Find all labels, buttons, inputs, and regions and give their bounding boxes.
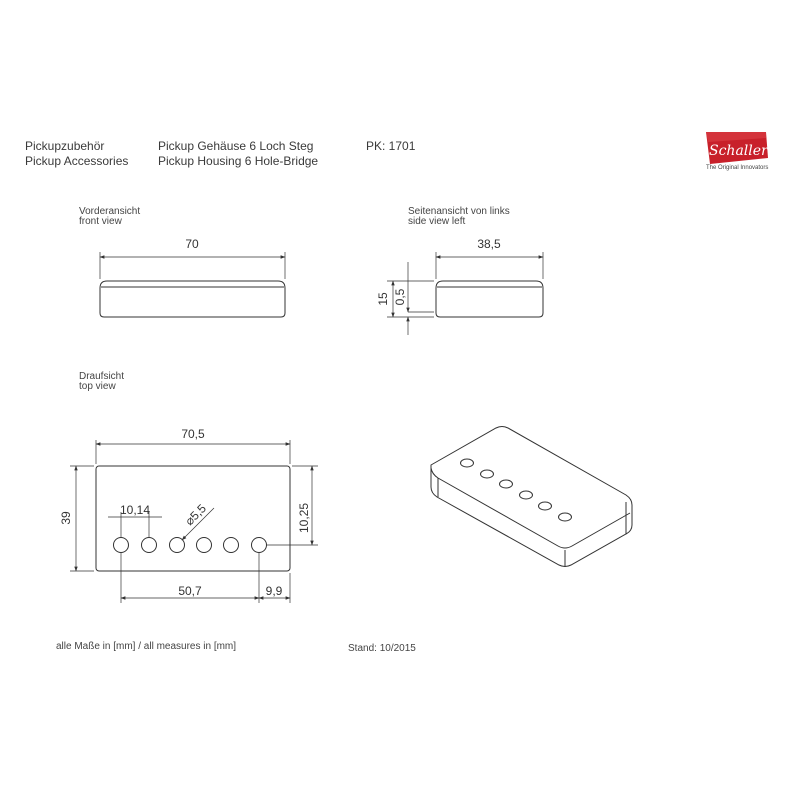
revision-date: Stand: 10/2015 <box>348 643 416 654</box>
top-view-label-de: Draufsicht <box>79 371 125 382</box>
dim-hole-offset: 10,25 <box>297 502 311 534</box>
dim-top-width: 70,5 <box>181 427 205 441</box>
dim-front-width: 70 <box>185 237 199 251</box>
logo-tagline: The Original Innovators <box>706 165 769 171</box>
front-view-label-en: front view <box>79 216 122 227</box>
dim-top-height: 39 <box>59 511 73 525</box>
category-de: Pickupzubehör <box>25 139 105 153</box>
category-en: Pickup Accessories <box>25 154 129 168</box>
dim-side-lip: 0,5 <box>393 288 407 306</box>
measures-note: alle Maße in [mm] / all measures in [mm] <box>56 641 237 652</box>
dim-hole-span: 50,7 <box>178 584 202 598</box>
dim-hole-diameter: ⌀5,5 <box>182 501 210 529</box>
front-view-drawing <box>100 252 285 317</box>
logo-brand-text: Schaller <box>709 143 768 159</box>
top-view-label-en: top view <box>79 381 116 392</box>
side-view-drawing <box>387 252 543 335</box>
part-number: PK: 1701 <box>366 139 416 153</box>
dim-hole-edge: 9,9 <box>265 584 283 598</box>
product-en: Pickup Housing 6 Hole-Bridge <box>158 154 319 168</box>
side-view-label-en: side view left <box>408 216 466 227</box>
dim-side-height: 15 <box>376 292 390 306</box>
dim-side-width: 38,5 <box>477 237 501 251</box>
isometric-view-drawing <box>431 427 632 568</box>
product-de: Pickup Gehäuse 6 Loch Steg <box>158 139 314 153</box>
front-view-label-de: Vorderansicht <box>79 206 141 217</box>
side-view-label-de: Seitenansicht von links <box>408 206 510 217</box>
dim-hole-spacing: 10,14 <box>119 503 151 517</box>
